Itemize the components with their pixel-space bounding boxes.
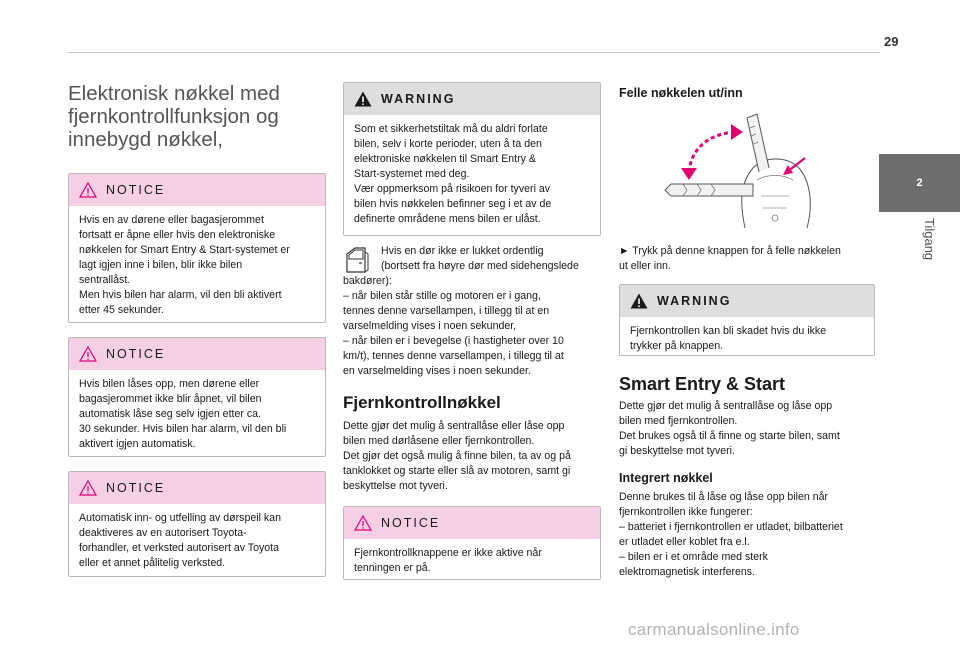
notice-header (344, 507, 600, 539)
column-3 (619, 82, 875, 580)
section-title-smart-entry: Smart Entry & Start (619, 374, 786, 394)
text-line: tanklokket og starte eller slå av motoren, samt gi (343, 465, 571, 477)
notice-box-3 (68, 471, 326, 577)
column-2 (343, 82, 601, 580)
text-line: Hvis bilen låses opp, men dørene eller (79, 378, 260, 390)
text-line: Det brukes også til å finne og starte bilen, samt (619, 430, 840, 442)
notice-text (69, 504, 325, 580)
warning-text (344, 115, 600, 236)
warning-box (343, 82, 601, 236)
warning-triangle-icon (79, 346, 97, 362)
remote-key-text (343, 419, 605, 494)
warning-label: WARNING (381, 92, 456, 106)
text-line: deaktiveres av en autorisert Toyota- (79, 527, 247, 539)
text-line: Hvis en av dørene eller bagasjerommet (79, 214, 264, 226)
text-line: bilen med fjernkontrollen. (619, 415, 738, 427)
notice-label: NOTICE (106, 347, 166, 361)
text-line: lagt igjen inne i bilen, blir ikke bilen (79, 259, 243, 271)
text-line: er utladet eller koblet fra e.l. (619, 536, 750, 548)
text-line: sentrallåst. (79, 274, 131, 286)
text-line: km/t), tennes denne varsellampen, i tillegg til at (343, 350, 564, 362)
chapter-tab[interactable] (879, 154, 960, 212)
text-line: definerte områdene mens bilen er ulåst. (354, 213, 541, 225)
notice-text (344, 539, 600, 585)
notice-box-remote (343, 506, 601, 580)
text-line: beskyttelse mot tyveri. (343, 480, 448, 492)
text-line: forhandler, et verksted autorisert av Toyota (79, 542, 280, 554)
notice-header (69, 174, 325, 206)
text-line: etter 45 sekunder. (79, 304, 164, 316)
text-line: – når bilen er i bevegelse (i hastigheter over 10 (343, 335, 564, 347)
notice-label: NOTICE (106, 481, 166, 495)
smart-entry-text (619, 399, 875, 459)
text-line: varselmelding vises i noen sekunder, (343, 320, 517, 332)
text-line: – bilen er i et område med sterk (619, 551, 768, 563)
text-line: Hvis en dør ikke er lukket ordentlig (381, 245, 544, 257)
text-line: bakdører): (343, 275, 392, 287)
text-line: fortsatt er åpne eller hvis den elektroniske (79, 229, 276, 241)
warning-triangle-icon (630, 293, 648, 309)
notice-label: NOTICE (381, 516, 441, 530)
text-line: tennes denne varsellampen, i tillegg til at en (343, 305, 550, 317)
warning-text (620, 317, 874, 363)
text-line: en varselmelding vises i noen sekunder. (343, 365, 531, 377)
warning-triangle-icon (79, 182, 97, 198)
chapter-title: Tilgang (922, 218, 937, 261)
text-line: Som et sikkerhetstiltak må du aldri forlate (354, 123, 548, 135)
notice-header (69, 338, 325, 370)
column-1 (68, 82, 326, 577)
open-door-icon (343, 246, 369, 274)
page-title: Elektronisk nøkkel med fjernkontrollfunksjon og innebygd nøkkel, (68, 82, 280, 151)
text-line: bilen, selv i korte perioder, uten å ta den (354, 138, 542, 150)
top-rule (68, 52, 880, 53)
text-line: Vær oppmerksom på risikoen for tyveri av (354, 183, 551, 195)
text-line: elektromagnetisk interferens. (619, 566, 756, 578)
warning-triangle-icon (354, 515, 372, 531)
text-line: Dette gjør det mulig å sentrallåse og låse opp (619, 400, 833, 412)
text-line: gi beskyttelse mot tyveri. (619, 445, 735, 457)
warning-triangle-icon (354, 91, 372, 107)
text-line: – når bilen står stille og motoren er i gang, (343, 290, 541, 302)
notice-box-2 (68, 337, 326, 457)
text-line: ut eller inn. (619, 260, 671, 272)
text-line: elektroniske nøkkelen til Smart Entry & (354, 153, 536, 165)
integrated-key-text (619, 490, 875, 580)
text-line: automatisk låse seg selv igjen etter ca. (79, 408, 261, 420)
text-line: nøkkelen for Smart Entry & Start-systemet er (79, 244, 290, 256)
page-number: 29 (884, 34, 899, 49)
section-title-fold-key: Felle nøkkelen ut/inn (619, 86, 743, 100)
section-title-integrated-key: Integrert nøkkel (619, 471, 713, 485)
text-line: trykker på knappen. (630, 340, 724, 352)
text-line: Det gjør det også mulig å finne bilen, ta av og på (343, 450, 571, 462)
text-line: bagasjerommet ikke blir åpnet, vil bilen (79, 393, 262, 405)
chapter-number: 2 (916, 177, 923, 189)
notice-text (69, 206, 325, 327)
section-title-remote-key: Fjernkontrollnøkkel (343, 393, 501, 412)
text-line: Men hvis bilen har alarm, vil den bli aktivert (79, 289, 282, 301)
text-line: tenningen er på. (354, 562, 431, 574)
notice-box-1 (68, 173, 326, 323)
text-line: Denne brukes til å låse og låse opp bilen når (619, 491, 829, 503)
text-line: bilen med dørlåsene eller fjernkontrollen. (343, 435, 535, 447)
warning-box-fold (619, 284, 875, 356)
fold-instruction (619, 244, 875, 274)
text-line: aktivert igjen automatisk. (79, 438, 196, 450)
text-line: – batteriet i fjernkontrollen er utladet, bilbatteriet (619, 521, 843, 533)
text-line: 30 sekunder. Hvis bilen har alarm, vil den bli (79, 423, 287, 435)
text-line: fjernkontrollen ikke fungerer: (619, 506, 753, 518)
key-fold-illustration (649, 110, 829, 240)
notice-label: NOTICE (106, 183, 166, 197)
warning-header (344, 83, 600, 115)
text-line: ► Trykk på denne knappen for å felle nøkkelen (619, 245, 841, 257)
watermark: carmanualsonline.info (628, 620, 800, 639)
chapter-label (879, 212, 960, 292)
text-line: Start-systemet med deg. (354, 168, 470, 180)
warning-label: WARNING (657, 294, 732, 308)
warning-header (620, 285, 874, 317)
warning-triangle-icon (79, 480, 97, 496)
text-line: Automatisk inn- og utfelling av dørspeil kan (79, 512, 281, 524)
notice-text (69, 370, 325, 461)
text-line: Fjernkontrollen kan bli skadet hvis du ikke (630, 325, 827, 337)
door-info (343, 244, 605, 379)
text-line: Dette gjør det mulig å sentrallåse eller låse opp (343, 420, 565, 432)
text-line: (bortsett fra høyre dør med sidehengslede (381, 260, 579, 272)
notice-header (69, 472, 325, 504)
text-line: bilen hvis nøkkelen befinner seg i et av de (354, 198, 552, 210)
text-line: Fjernkontrollknappene er ikke aktive når (354, 547, 542, 559)
text-line: eller et annet pålitelig verksted. (79, 557, 226, 569)
